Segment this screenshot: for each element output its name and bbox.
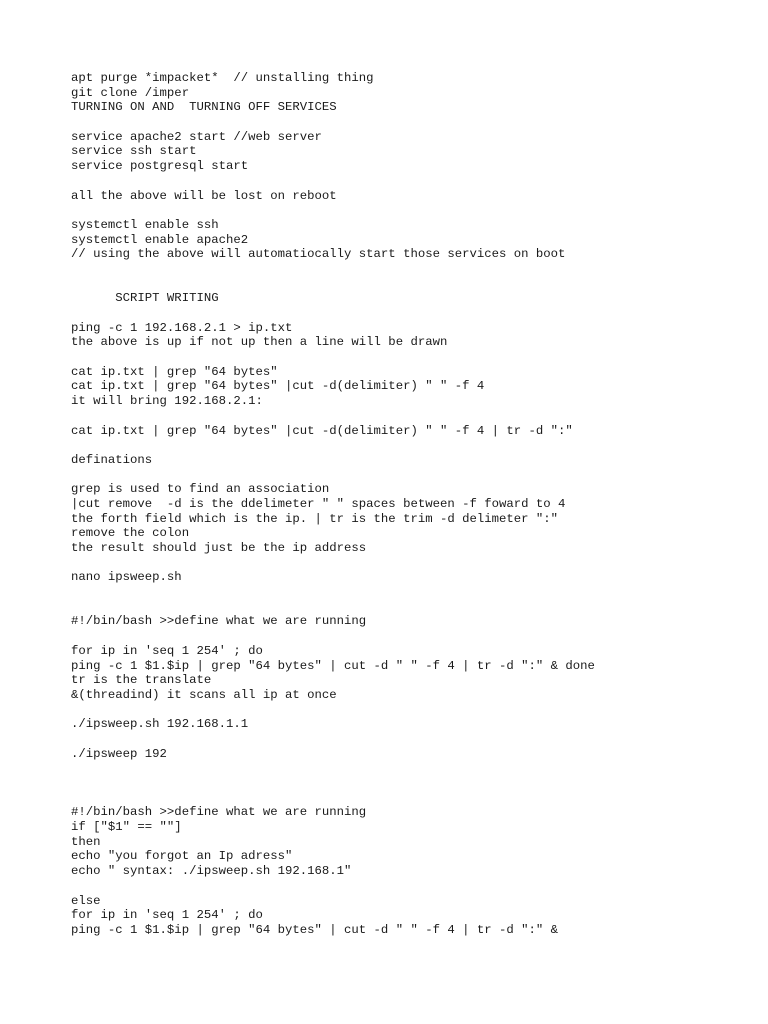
- text-line: [71, 732, 595, 747]
- text-line: [71, 262, 595, 277]
- text-line: ping -c 1 192.168.2.1 > ip.txt: [71, 320, 293, 335]
- text-line: [71, 115, 595, 130]
- text-line: [71, 761, 595, 776]
- text-line: service postgresql start: [71, 159, 249, 174]
- text-line: #!/bin/bash >>define what we are running: [71, 805, 367, 820]
- text-line: ping -c 1 $1.$ip | grep "64 bytes" | cut -d " " -f 4 | tr -d ":" & done: [71, 658, 595, 673]
- text-line: SCRIPT WRITING: [71, 291, 219, 306]
- text-line: apt purge *impacket* // unstalling thing: [71, 71, 374, 85]
- text-line: [71, 350, 595, 365]
- text-line: else: [71, 893, 101, 908]
- text-line: |cut remove -d is the ddelimeter " " spaces between -f foward to 4: [71, 496, 566, 511]
- text-line: grep is used to find an association: [71, 482, 330, 497]
- text-line: systemctl enable ssh: [71, 217, 219, 232]
- text-line: git clone /imper: [71, 85, 190, 100]
- text-line: tr is the translate: [71, 673, 212, 688]
- text-line: cat ip.txt | grep "64 bytes" |cut -d(delimiter) " " -f 4: [71, 379, 485, 394]
- text-line: it will bring 192.168.2.1:: [71, 394, 263, 409]
- text-line: service ssh start: [71, 144, 197, 159]
- text-line: nano ipsweep.sh: [71, 570, 182, 585]
- text-line: remove the colon: [71, 526, 190, 541]
- text-line: [71, 409, 595, 424]
- text-line: all the above will be lost on reboot: [71, 188, 337, 203]
- text-line: [71, 600, 595, 615]
- text-line: [71, 791, 595, 806]
- text-line: cat ip.txt | grep "64 bytes": [71, 364, 278, 379]
- text-line: [71, 203, 595, 218]
- text-line: [71, 306, 595, 321]
- document-body: [71, 71, 595, 938]
- text-line: ./ipsweep.sh 192.168.1.1: [71, 717, 249, 732]
- text-line: if ["$1" == ""]: [71, 820, 182, 835]
- text-line: the above is up if not up then a line will be drawn: [71, 335, 448, 350]
- text-line: echo "you forgot an Ip adress": [71, 849, 293, 864]
- text-line: service apache2 start //web server: [71, 129, 322, 144]
- text-line: #!/bin/bash >>define what we are running: [71, 614, 367, 629]
- text-line: [71, 468, 595, 483]
- text-line: [71, 879, 595, 894]
- text-line: [71, 585, 595, 600]
- text-line: [71, 776, 595, 791]
- text-line: ping -c 1 $1.$ip | grep "64 bytes" | cut -d " " -f 4 | tr -d ":" &: [71, 922, 559, 937]
- text-line: ./ipsweep 192: [71, 746, 167, 761]
- text-line: [71, 629, 595, 644]
- text-line: for ip in 'seq 1 254' ; do: [71, 908, 263, 923]
- text-line: for ip in 'seq 1 254' ; do: [71, 643, 263, 658]
- text-line: [71, 556, 595, 571]
- text-line: cat ip.txt | grep "64 bytes" |cut -d(delimiter) " " -f 4 | tr -d ":": [71, 423, 573, 438]
- text-line: definations: [71, 452, 153, 467]
- text-line: the result should just be the ip address: [71, 541, 367, 555]
- text-line: echo " syntax: ./ipsweep.sh 192.168.1": [71, 864, 352, 879]
- text-line: the forth field which is the ip. | tr is the trim -d delimeter ":": [71, 511, 559, 526]
- text-line: TURNING ON AND TURNING OFF SERVICES: [71, 100, 337, 115]
- text-line: &(threadind) it scans all ip at once: [71, 687, 337, 702]
- text-line: [71, 703, 595, 718]
- text-line: systemctl enable apache2: [71, 232, 249, 247]
- text-line: [71, 174, 595, 189]
- text-line: [71, 277, 595, 292]
- text-line: then: [71, 834, 101, 849]
- text-line: [71, 438, 595, 453]
- text-line: // using the above will automatiocally start those services on boot: [71, 247, 566, 262]
